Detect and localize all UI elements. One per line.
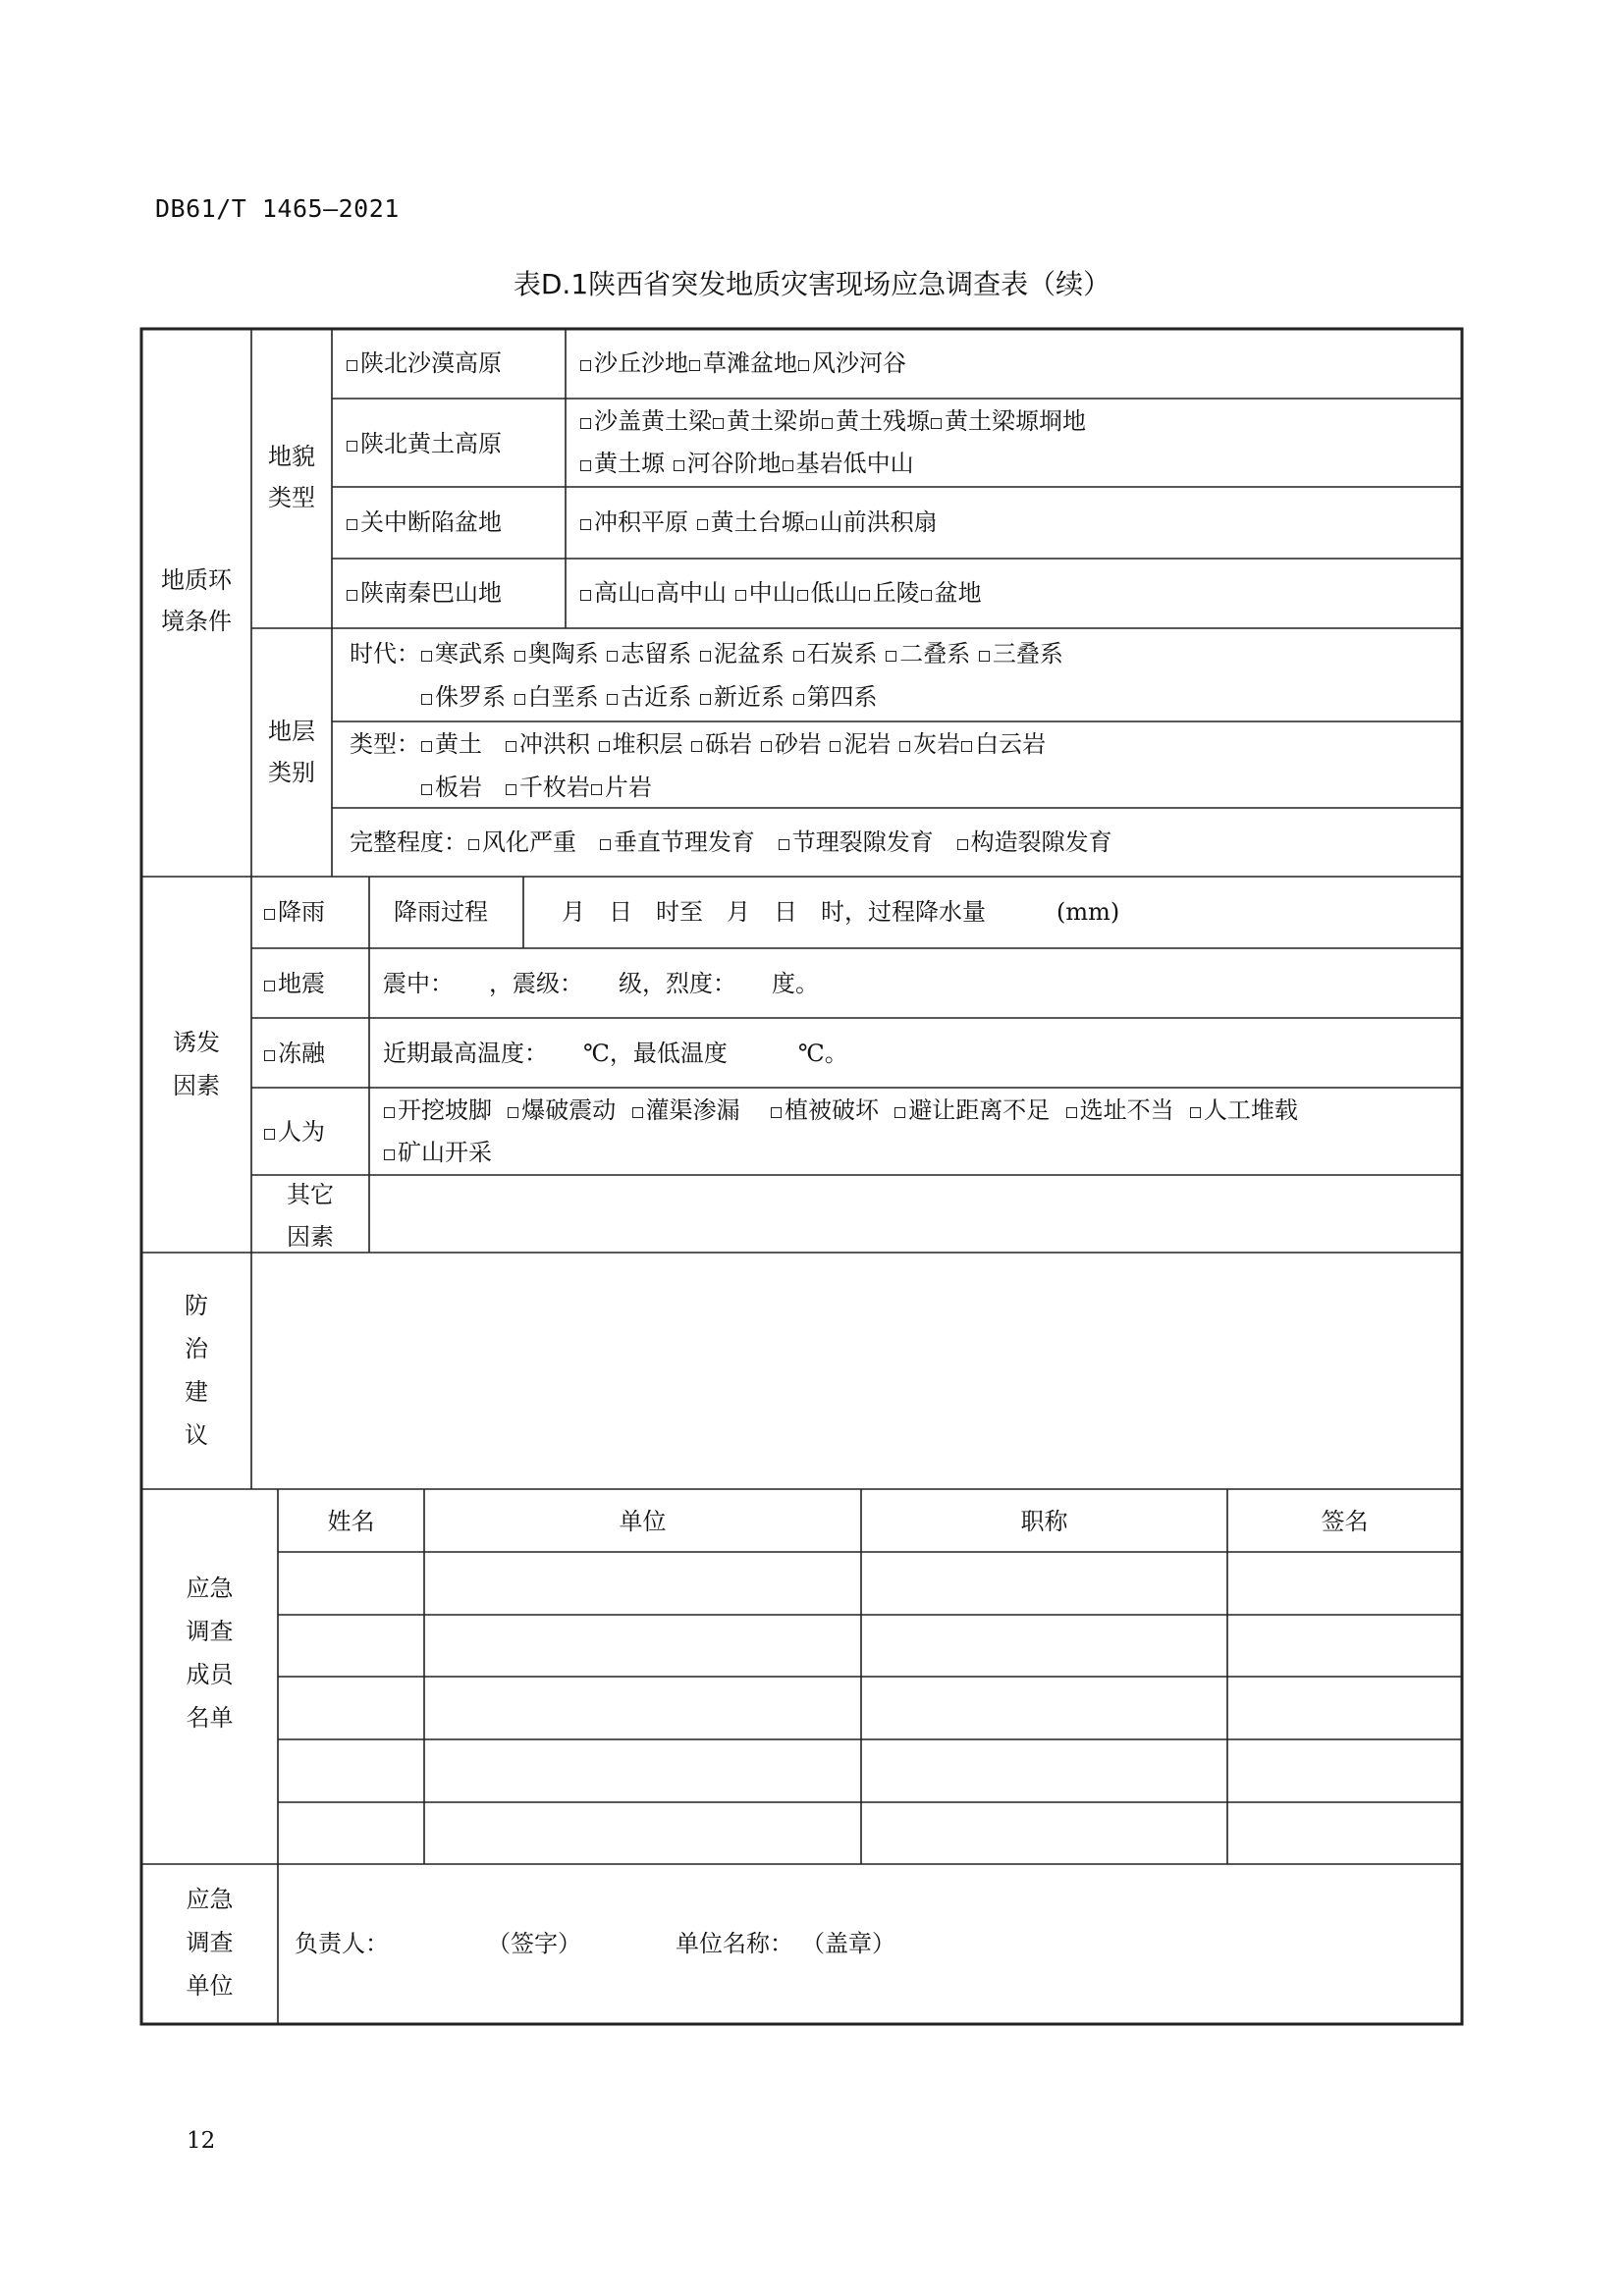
checkbox[interactable] — [599, 741, 610, 752]
checkbox[interactable] — [514, 694, 525, 705]
members-header-unit: 单位 — [619, 1508, 667, 1535]
checkbox[interactable] — [580, 519, 591, 530]
checkbox[interactable] — [700, 651, 711, 662]
trigger-rain: 降雨 — [263, 890, 325, 934]
checkbox[interactable] — [506, 741, 516, 752]
checkbox[interactable] — [931, 418, 942, 429]
strata-label: 地层类别 — [268, 718, 315, 786]
checkbox[interactable] — [961, 741, 972, 752]
landform-options-2: 沙盖黄土梁 黄土梁峁 黄土残塬 黄土梁塬埛地 黄土塬 河谷阶地 基岩低中山 — [579, 400, 1086, 485]
checkbox[interactable] — [806, 519, 817, 530]
checkbox[interactable] — [921, 590, 932, 601]
checkbox[interactable] — [580, 360, 591, 371]
checkbox[interactable] — [783, 460, 793, 471]
strata-era: 时代： 寒武系 奥陶系 志留系 泥盆系 石炭系 二叠系 三叠系 侏罗系 白垩系 古近系 新近系 第四系 — [350, 640, 1063, 711]
checkbox[interactable] — [761, 741, 772, 752]
checkbox[interactable] — [697, 519, 708, 530]
table-row[interactable] — [278, 1739, 1462, 1802]
prevention-label: 防治建议 — [185, 1292, 208, 1449]
table-row[interactable] — [278, 1615, 1462, 1677]
page-number: 12 — [187, 2128, 216, 2154]
checkbox[interactable] — [899, 741, 910, 752]
quake-detail: 震中： ，震级： 级，烈度： 度。 — [383, 970, 819, 997]
checkbox[interactable] — [264, 909, 275, 920]
checkbox[interactable] — [580, 418, 591, 429]
landform-options-1: 沙丘沙地 草滩盆地 风沙河谷 — [579, 342, 906, 385]
checkbox[interactable] — [600, 839, 611, 850]
checkbox[interactable] — [607, 694, 618, 705]
checkbox[interactable] — [642, 590, 653, 601]
trigger-thaw: 冻融 — [263, 1032, 325, 1075]
trigger-quake: 地震 — [263, 962, 325, 1005]
rain-process-label: 降雨过程 — [394, 898, 488, 926]
table-row[interactable] — [278, 1677, 1462, 1739]
checkbox[interactable] — [957, 839, 968, 850]
triggers-label: 诱发因素 — [173, 1029, 220, 1099]
landform-options-4: 高山 高中山 中山 低山 丘陵 盆地 — [579, 571, 982, 614]
checkbox[interactable] — [771, 1107, 782, 1118]
checkbox[interactable] — [894, 1107, 905, 1118]
checkbox[interactable] — [674, 460, 684, 471]
unit-label: 应急调查单位 — [186, 1886, 234, 2000]
members-header-signature: 签名 — [1321, 1508, 1369, 1535]
checkbox[interactable] — [264, 1050, 275, 1061]
landform-region-3: 关中断陷盆地 — [346, 501, 502, 544]
table-row[interactable] — [278, 1802, 1462, 1864]
checkbox[interactable] — [384, 1107, 395, 1118]
checkbox[interactable] — [514, 651, 525, 662]
members-header-title: 职称 — [1020, 1508, 1068, 1535]
landform-region-4: 陕南秦巴山地 — [346, 571, 502, 614]
checkbox[interactable] — [421, 741, 432, 752]
checkbox[interactable] — [797, 590, 808, 601]
checkbox[interactable] — [979, 651, 990, 662]
checkbox[interactable] — [580, 460, 591, 471]
checkbox[interactable] — [421, 784, 432, 795]
checkbox[interactable] — [691, 741, 702, 752]
checkbox[interactable] — [264, 1129, 275, 1140]
rain-process-detail: 月 日 时至 月 日 时，过程降水量 (mm) — [562, 898, 1120, 926]
checkbox[interactable] — [347, 519, 357, 530]
landform-options-3: 冲积平原 黄土台塬 山前洪积扇 — [579, 501, 938, 544]
checkbox[interactable] — [859, 590, 870, 601]
other-factors-label: 其它因素 — [287, 1181, 334, 1251]
landform-region-1: 陕北沙漠高原 — [346, 342, 502, 385]
checkbox[interactable] — [886, 651, 896, 662]
document-code: DB61/T 1465—2021 — [155, 194, 400, 223]
checkbox[interactable] — [607, 651, 618, 662]
checkbox[interactable] — [700, 694, 711, 705]
checkbox[interactable] — [632, 1107, 643, 1118]
thaw-detail: 近期最高温度： ℃，最低温度 ℃。 — [383, 1040, 848, 1067]
table-row[interactable] — [278, 1552, 1462, 1615]
checkbox[interactable] — [347, 441, 357, 452]
strata-type: 类型： 黄土 冲洪积 堆积层 砾岩 砂岩 泥岩 灰岩 白云岩 板岩 千枚岩 片岩 — [350, 730, 1047, 801]
checkbox[interactable] — [264, 981, 275, 991]
checkbox[interactable] — [822, 418, 833, 429]
checkbox[interactable] — [735, 590, 746, 601]
checkbox[interactable] — [468, 839, 479, 850]
trigger-human: 人为 — [263, 1110, 325, 1153]
checkbox[interactable] — [591, 784, 602, 795]
members-header-name: 姓名 — [327, 1508, 375, 1535]
human-options: 开挖坡脚 爆破震动 灌渠渗漏 植被破坏 避让距离不足 选址不当 人工堆载 矿山开采 — [383, 1090, 1298, 1174]
table-title: 表D.1陕西省突发地质灾害现场应急调查表（续） — [513, 268, 1111, 300]
checkbox[interactable] — [347, 590, 357, 601]
checkbox[interactable] — [508, 1107, 518, 1118]
checkbox[interactable] — [1190, 1107, 1201, 1118]
checkbox[interactable] — [793, 694, 804, 705]
checkbox[interactable] — [1066, 1107, 1077, 1118]
checkbox[interactable] — [689, 360, 700, 371]
checkbox[interactable] — [421, 694, 432, 705]
strata-integrity: 完整程度： 风化严重 垂直节理发育 节理裂隙发育 构造裂隙发育 — [350, 828, 1112, 856]
landform-region-2: 陕北黄土高原 — [346, 422, 502, 465]
checkbox[interactable] — [580, 590, 591, 601]
unit-responsible: 负责人： （签字） 单位名称： （盖章） — [295, 1930, 895, 1957]
checkbox[interactable] — [384, 1149, 395, 1160]
checkbox[interactable] — [793, 651, 804, 662]
members-label: 应急调查成员名单 — [186, 1575, 234, 1732]
checkbox[interactable] — [421, 651, 432, 662]
checkbox[interactable] — [798, 360, 809, 371]
checkbox[interactable] — [506, 784, 516, 795]
geo-env-label: 地质环境条件 — [161, 566, 232, 635]
checkbox[interactable] — [779, 839, 789, 850]
checkbox[interactable] — [713, 418, 724, 429]
checkbox[interactable] — [830, 741, 840, 752]
checkbox[interactable] — [347, 360, 357, 371]
landform-label: 地貌类型 — [268, 443, 315, 511]
